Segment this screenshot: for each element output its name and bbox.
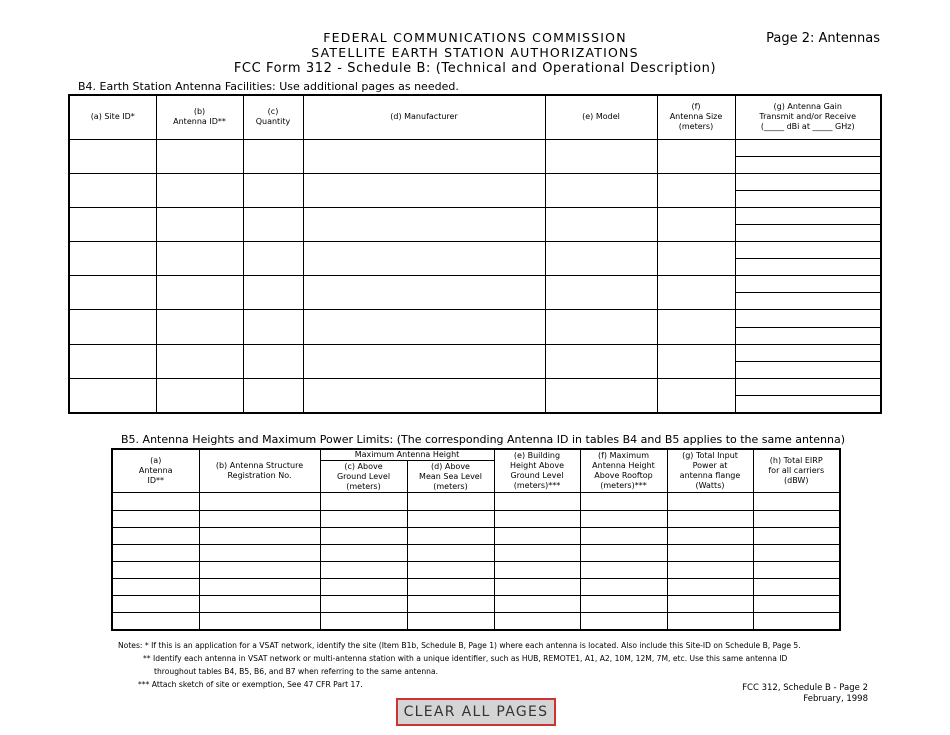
b4-quantity-field[interactable] [243,139,303,173]
b4-gain-transmit-field[interactable] [736,242,881,259]
b4-col-antenna-size: (f) Antenna Size (meters) [657,95,735,139]
b4-gain-transmit-field[interactable] [736,345,881,362]
b5-col-structure-reg: (b) Antenna Structure Registration No. [199,449,320,493]
b5-building-height-field[interactable] [494,510,580,527]
b5-structure-reg-field[interactable] [199,493,320,510]
b4-table-row [69,139,881,173]
b4-antenna-gain-cell [735,344,881,378]
b4-site-id-field[interactable] [69,276,156,310]
b4-model-field[interactable] [545,173,657,207]
b4-manufacturer-field[interactable] [303,378,545,413]
b4-table-row [69,208,881,242]
b4-antenna-id-field[interactable] [156,208,243,242]
b4-model-field[interactable] [545,139,657,173]
b5-total-eirp-field[interactable] [753,561,840,578]
b4-gain-transmit-field[interactable] [736,379,881,396]
b4-gain-transmit-field[interactable] [736,140,881,157]
b5-above-sea-level-field[interactable] [407,579,494,596]
b4-quantity-field[interactable] [243,310,303,344]
b4-gain-receive-field[interactable] [736,225,881,242]
b4-gain-subrow [736,208,881,225]
b5-input-power-field[interactable] [667,596,753,613]
b4-gain-subtable [736,208,881,241]
b4-model-field[interactable] [545,344,657,378]
b4-model-field[interactable] [545,242,657,276]
b4-site-id-field[interactable] [69,378,156,413]
b4-antenna-gain-cell [735,139,881,173]
b4-gain-subrow [736,242,881,259]
b5-table-row [112,544,840,561]
b4-gain-subrow [736,310,881,327]
b5-structure-reg-field[interactable] [199,561,320,578]
b4-gain-subrow [736,379,881,396]
b5-above-sea-level-field[interactable] [407,544,494,561]
b5-rooftop-height-field[interactable] [580,544,667,561]
b5-building-height-field[interactable] [494,527,580,544]
b4-gain-transmit-field[interactable] [736,174,881,191]
b5-col-antenna-id: (a) Antenna ID** [112,449,199,493]
b4-model-field[interactable] [545,310,657,344]
b5-table-row [112,493,840,510]
b5-antenna-id-field[interactable] [112,544,199,561]
b5-above-sea-level-field[interactable] [407,493,494,510]
b4-manufacturer-field[interactable] [303,139,545,173]
b5-col-rooftop-height: (f) Maximum Antenna Height Above Rooftop (meters)*** [580,449,667,493]
b5-header-row-1 [112,449,840,461]
b5-structure-reg-field[interactable] [199,596,320,613]
b5-antenna-id-field[interactable] [112,596,199,613]
b4-col-model: (e) Model [545,95,657,139]
b4-gain-subrow [736,293,881,310]
b5-total-eirp-field[interactable] [753,527,840,544]
b5-table-row [112,613,840,630]
b4-antenna-gain-cell [735,378,881,413]
b4-col-antenna-gain: (g) Antenna Gain Transmit and/or Receive (_____ dBi at _____ GHz) [735,95,881,139]
b4-title: B4. Earth Station Antenna Facilities: Use additional pages as needed. [78,80,459,93]
b4-site-id-field[interactable] [69,208,156,242]
b5-structure-reg-field[interactable] [199,544,320,561]
form-reference [742,683,868,705]
b4-gain-receive-field[interactable] [736,361,881,378]
b4-manufacturer-field[interactable] [303,173,545,207]
b5-input-power-field[interactable] [667,493,753,510]
b4-antenna-gain-cell [735,173,881,207]
b5-col-building-height: (e) Building Height Above Ground Level (meters)*** [494,449,580,493]
b5-total-eirp-field[interactable] [753,596,840,613]
b4-table-row [69,276,881,310]
b5-rooftop-height-field[interactable] [580,527,667,544]
b4-quantity-field[interactable] [243,344,303,378]
b5-antenna-id-field[interactable] [112,561,199,578]
b5-rooftop-height-field[interactable] [580,579,667,596]
b4-gain-subrow [736,225,881,242]
b5-input-power-field[interactable] [667,527,753,544]
b4-table-row [69,344,881,378]
b4-antenna-id-field[interactable] [156,139,243,173]
b4-gain-subtable [736,379,881,412]
page-label: Page 2: Antennas [766,31,880,46]
b5-col-input-power: (g) Total Input Power at antenna flange (Watts) [667,449,753,493]
authorizations-title: SATELLITE EARTH STATION AUTHORIZATIONS [311,45,639,60]
b4-gain-receive-field[interactable] [736,156,881,173]
b4-col-manufacturer: (d) Manufacturer [303,95,545,139]
b5-title: B5. Antenna Heights and Maximum Power Limits: (The corresponding Antenna ID in tables B4 and B5 applies to the same antenna) [121,433,846,446]
b5-building-height-field[interactable] [494,613,580,630]
b5-above-sea-level-field[interactable] [407,527,494,544]
b4-gain-subrow [736,259,881,276]
b4-manufacturer-field[interactable] [303,242,545,276]
form-ref-text: FCC 312, Schedule B - Page 2 [742,683,868,693]
b4-gain-receive-field[interactable] [736,259,881,276]
form-title: FCC Form 312 - Schedule B: (Technical and Operational Description) [233,61,717,76]
b4-quantity-field[interactable] [243,173,303,207]
b4-gain-subtable [736,174,881,207]
b5-above-ground-field[interactable] [320,544,407,561]
b4-antenna-id-field[interactable] [156,173,243,207]
b5-table-row [112,561,840,578]
b4-gain-subrow [736,156,881,173]
b4-antenna-size-field[interactable] [657,344,735,378]
b4-antenna-gain-cell [735,276,881,310]
b5-above-sea-level-field[interactable] [407,596,494,613]
note-site-id: Notes: * If this is an application for a VSAT network, identify the site (Item B1b, Schedule B, Page 1) where each antenna is located. Also include this Site-ID on Schedule B, Page 5. [118,641,801,650]
b4-quantity-field[interactable] [243,208,303,242]
b5-col-above-ground: (c) Above Ground Level (meters) [320,461,407,493]
b4-model-field[interactable] [545,378,657,413]
b5-above-ground-field[interactable] [320,493,407,510]
b4-antenna-id-field[interactable] [156,242,243,276]
clear-all-pages-button[interactable]: CLEAR ALL PAGES [396,698,556,726]
b4-antenna-gain-cell [735,242,881,276]
b4-quantity-field[interactable] [243,276,303,310]
b4-table-row [69,242,881,276]
b5-above-sea-level-field[interactable] [407,613,494,630]
b4-gain-subrow [736,395,881,412]
b4-manufacturer-field[interactable] [303,276,545,310]
b4-gain-receive-field[interactable] [736,327,881,344]
b5-above-ground-field[interactable] [320,561,407,578]
b4-gain-receive-field[interactable] [736,293,881,310]
form-date: February, 1998 [803,694,868,704]
b4-col-quantity: (c) Quantity [243,95,303,139]
b5-building-height-field[interactable] [494,561,580,578]
b5-rooftop-height-field[interactable] [580,613,667,630]
b5-total-eirp-field[interactable] [753,493,840,510]
b5-total-eirp-field[interactable] [753,544,840,561]
b4-quantity-field[interactable] [243,242,303,276]
b4-gain-receive-field[interactable] [736,190,881,207]
b4-antenna-gain-cell [735,208,881,242]
b4-gain-subrow [736,327,881,344]
b4-table-row [69,310,881,344]
b5-input-power-field[interactable] [667,579,753,596]
b5-max-height-group: Maximum Antenna Height [320,449,494,461]
b5-total-eirp-field[interactable] [753,613,840,630]
b5-structure-reg-field[interactable] [199,527,320,544]
b4-gain-transmit-field[interactable] [736,310,881,327]
b4-site-id-field[interactable] [69,173,156,207]
b5-table-row [112,579,840,596]
b4-model-field[interactable] [545,208,657,242]
b4-manufacturer-field[interactable] [303,310,545,344]
b4-gain-subrow [736,174,881,191]
b4-antenna-size-field[interactable] [657,378,735,413]
b4-antenna-size-field[interactable] [657,208,735,242]
b4-antenna-size-field[interactable] [657,173,735,207]
b5-above-ground-field[interactable] [320,613,407,630]
b4-gain-transmit-field[interactable] [736,276,881,293]
b5-table [111,448,841,631]
b5-table-row [112,510,840,527]
b4-site-id-field[interactable] [69,344,156,378]
b4-gain-subtable [736,140,881,173]
b5-above-ground-field[interactable] [320,527,407,544]
b4-antenna-gain-cell [735,310,881,344]
b4-gain-subrow [736,361,881,378]
b4-antenna-size-field[interactable] [657,276,735,310]
b4-gain-subrow [736,276,881,293]
b5-antenna-id-field[interactable] [112,510,199,527]
note-site-sketch: *** Attach sketch of site or exemption, See 47 CFR Part 17. [138,680,363,689]
b4-gain-subtable [736,345,881,378]
b4-quantity-field[interactable] [243,378,303,413]
b5-rooftop-height-field[interactable] [580,561,667,578]
b5-col-above-sea-level: (d) Above Mean Sea Level (meters) [407,461,494,493]
b5-antenna-id-field[interactable] [112,613,199,630]
b5-col-total-eirp: (h) Total EIRP for all carriers (dBW) [753,449,840,493]
b5-table-row [112,596,840,613]
b5-antenna-id-field[interactable] [112,579,199,596]
b5-building-height-field[interactable] [494,579,580,596]
b4-antenna-size-field[interactable] [657,139,735,173]
b5-above-ground-field[interactable] [320,579,407,596]
b4-model-field[interactable] [545,276,657,310]
b5-input-power-field[interactable] [667,510,753,527]
b4-antenna-id-field[interactable] [156,310,243,344]
b4-antenna-size-field[interactable] [657,242,735,276]
b5-building-height-field[interactable] [494,596,580,613]
b4-site-id-field[interactable] [69,310,156,344]
b4-antenna-size-field[interactable] [657,310,735,344]
b5-structure-reg-field[interactable] [199,579,320,596]
b4-header-row [69,95,881,139]
b5-input-power-field[interactable] [667,613,753,630]
b4-gain-subtable [736,242,881,275]
b4-manufacturer-field[interactable] [303,344,545,378]
b4-gain-receive-field[interactable] [736,395,881,412]
b4-gain-transmit-field[interactable] [736,208,881,225]
b5-rooftop-height-field[interactable] [580,510,667,527]
b5-above-ground-field[interactable] [320,510,407,527]
b5-antenna-id-field[interactable] [112,527,199,544]
b4-table-row [69,378,881,413]
b4-table-row [69,173,881,207]
b5-antenna-id-field[interactable] [112,493,199,510]
b4-gain-subrow [736,140,881,157]
b4-antenna-id-field[interactable] [156,276,243,310]
b4-antenna-id-field[interactable] [156,344,243,378]
b4-table [68,94,882,414]
b4-col-antenna-id: (b) Antenna ID** [156,95,243,139]
b5-input-power-field[interactable] [667,544,753,561]
b5-input-power-field[interactable] [667,561,753,578]
note-antenna-id-cont: throughout tables B4, B5, B6, and B7 when referring to the same antenna. [154,667,439,676]
b4-col-site-id: (a) Site ID* [69,95,156,139]
b5-rooftop-height-field[interactable] [580,493,667,510]
b5-above-ground-field[interactable] [320,596,407,613]
b4-gain-subtable [736,276,881,309]
b5-total-eirp-field[interactable] [753,579,840,596]
b5-above-sea-level-field[interactable] [407,561,494,578]
b5-rooftop-height-field[interactable] [580,596,667,613]
b5-building-height-field[interactable] [494,544,580,561]
b4-gain-subrow [736,345,881,362]
b5-building-height-field[interactable] [494,493,580,510]
b5-total-eirp-field[interactable] [753,510,840,527]
b5-table-row [112,527,840,544]
commission-title: FEDERAL COMMUNICATIONS COMMISSION [323,30,627,45]
b5-structure-reg-field[interactable] [199,510,320,527]
b5-structure-reg-field[interactable] [199,613,320,630]
b4-site-id-field[interactable] [69,139,156,173]
note-antenna-id: ** Identify each antenna in VSAT network or multi-antenna station with a unique identifier, such as HUB, REMOTE1, A1, A2, 10M, 12M, 7M, etc. Use this same antenna ID [143,654,788,663]
b5-above-sea-level-field[interactable] [407,510,494,527]
b4-antenna-id-field[interactable] [156,378,243,413]
b4-site-id-field[interactable] [69,242,156,276]
b4-gain-subtable [736,310,881,343]
b4-gain-subrow [736,190,881,207]
b4-manufacturer-field[interactable] [303,208,545,242]
